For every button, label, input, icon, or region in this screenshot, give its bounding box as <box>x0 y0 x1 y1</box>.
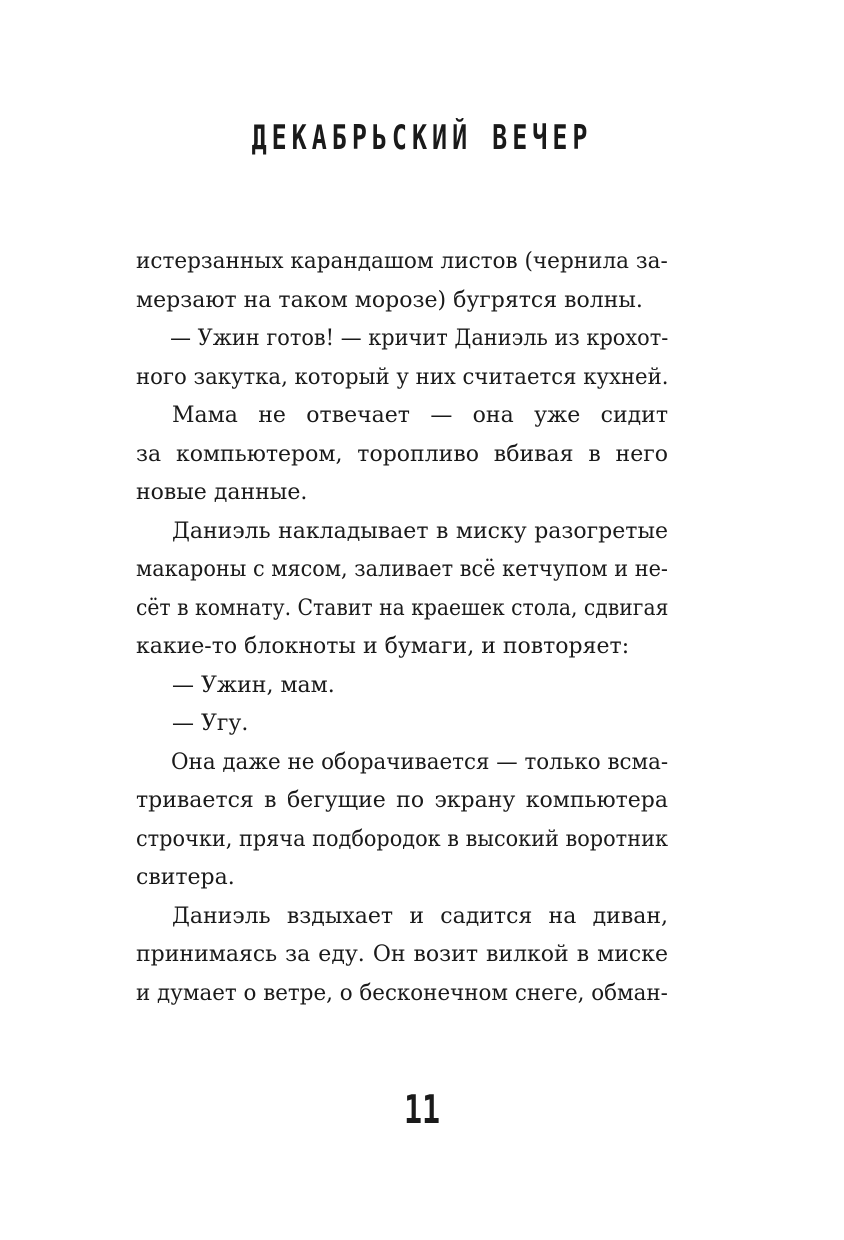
text-line: за компьютером, торопливо вбивая в него <box>136 441 668 467</box>
page-number: 11 <box>403 1088 441 1134</box>
text-line: тривается в бегущие по экрану компьютера <box>136 788 668 813</box>
body-text <box>136 243 668 1013</box>
text-line: и думает о ветре, о бесконечном снеге, обман- <box>136 980 668 1006</box>
text-line: — Ужин, мам. <box>172 672 335 698</box>
text-line: новые данные. <box>136 480 308 505</box>
text-line: — Угу. <box>172 711 249 736</box>
text-line: ного закутка, который у них считается кухней. <box>136 364 669 390</box>
text-line: какие-то блокноты и бумаги, и повторяет: <box>136 634 630 659</box>
text-line: Мама не отвечает — она уже сидит <box>172 403 668 428</box>
running-head: ДЕКАБРЬСКИЙ ВЕЧЕР <box>251 118 593 158</box>
text-line: сёт в комнату. Ставит на краешек стола, сдвигая <box>136 595 669 621</box>
text-line: свитера. <box>136 865 235 890</box>
text-line: строчки, пряча подбородок в высокий воротник <box>136 826 668 852</box>
text-line: Даниэль накладывает в миску разогретые <box>172 518 668 544</box>
text-line: — Ужин готов! — кричит Даниэль из крохот- <box>170 326 669 351</box>
text-line: мерзают на таком морозе) бугрятся волны. <box>136 287 643 313</box>
text-line: макароны с мясом, заливает всё кетчупом и не- <box>136 557 668 582</box>
text-line: принимаясь за еду. Он возит вилкой в миске <box>136 942 668 967</box>
text-line: Даниэль вздыхает и садится на диван, <box>172 903 668 929</box>
text-line: Она даже не оборачивается — только всма- <box>171 749 669 775</box>
text-line: истерзанных карандашом листов (чернила за- <box>136 249 668 274</box>
